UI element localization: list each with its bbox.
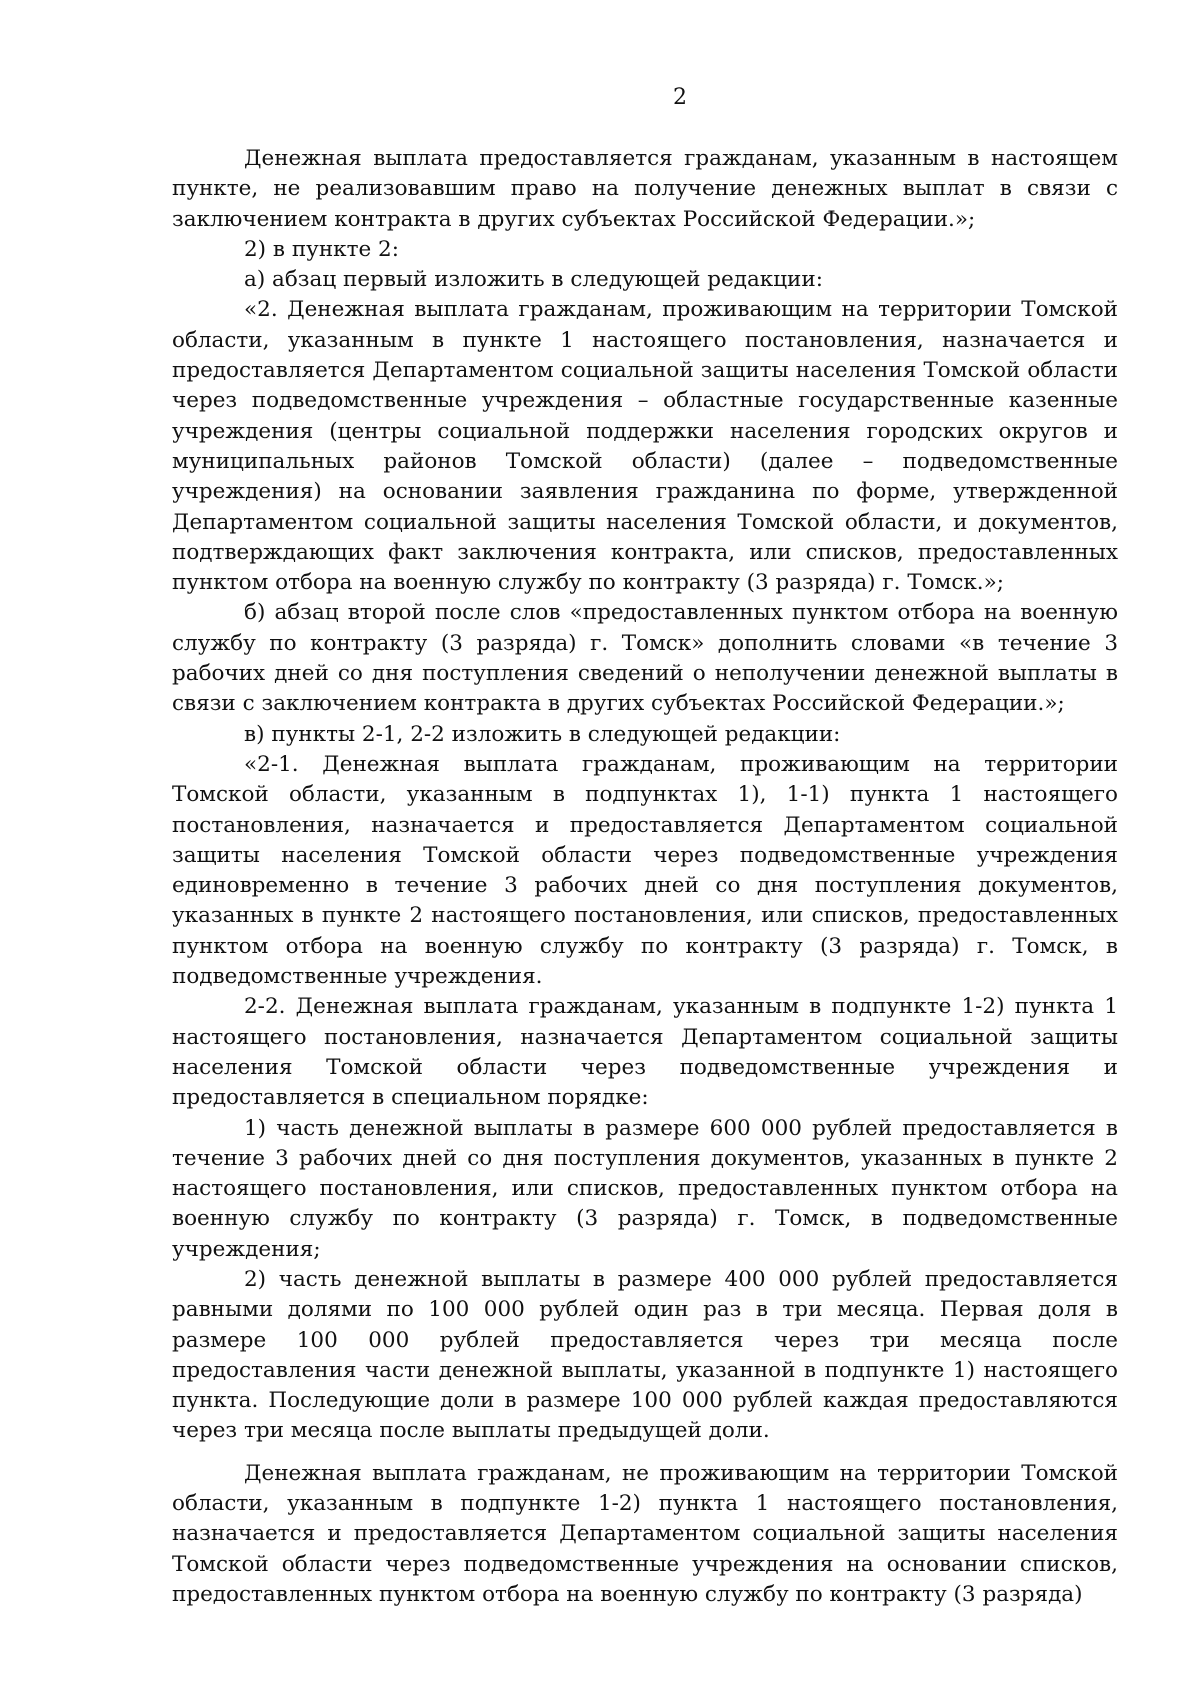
document-body (172, 144, 1118, 1610)
paragraph-subpoint-b: б) абзац второй после слов «предоставленных пунктом отбора на военную службу по контракту (3 разряда) г. Томск» дополнить словами «в течение 3 рабочих дней со дня поступления сведений о неполучении денежной выплаты в связи с заключением контракта в других субъектах Российской Федерации.»; (172, 600, 1118, 717)
paragraph-payment-condition: Денежная выплата предоставляется гражданам, указанным в настоящем пункте, не реализовавшим право на получение денежных выплат в связи с заключением контракта в других субъектах Российской Федерации.»; (172, 146, 1118, 232)
paragraph-point-2-heading: 2) в пункте 2: (244, 236, 399, 262)
paragraph-subpoint-v: в) пункты 2-1, 2-2 изложить в следующей редакции: (244, 721, 841, 747)
paragraph-subpoint-a: а) абзац первый изложить в следующей редакции: (244, 267, 823, 293)
paragraph-non-residents: Денежная выплата гражданам, не проживающим на территории Томской области, указанным в подпункте 1-2) пункта 1 настоящего постановления, назначается и предоставляется Департаментом социальной защиты населения Томской области через подведомственные учреждения на основании списков, предоставленных пунктом отбора на военную службу по контракту (3 разряда) (172, 1460, 1118, 1607)
paragraph-point-2-text: «2. Денежная выплата гражданам, проживающим на территории Томской области, указанным в пункте 1 настоящего постановления, назначается и предоставляется Департаментом социальной защиты населения Томской области через подведомственные учреждения – областные государственные казенные учреждения (центры социальной поддержки населения городских округов и муниципальных районов Томской области) (далее – подведомственные учреждения) на основании заявления гражданина по форме, утвержденной Департаментом социальной защиты населения Томской области, и документов, подтверждающих факт заключения контракта, или списков, предоставленных пунктом отбора на военную службу по контракту (3 разряда) г. Томск.»; (172, 297, 1118, 596)
paragraph-point-2-2: 2-2. Денежная выплата гражданам, указанным в подпункте 1-2) пункта 1 настоящего постановления, назначается Департаментом социальной защиты населения Томской области через подведомственные учреждения и предоставляется в специальном порядке: (172, 994, 1118, 1111)
paragraph-part-1: 1) часть денежной выплаты в размере 600 000 рублей предоставляется в течение 3 рабочих дней со дня поступления документов, указанных в пункте 2 настоящего постановления, или списков, предоставленных пунктом отбора на военную службу по контракту (3 разряда) г. Томск, в подведомственные учреждения; (172, 1115, 1118, 1262)
paragraph-part-2: 2) часть денежной выплаты в размере 400 000 рублей предоставляется равными долями по 100 000 рублей один раз в три месяца. Первая доля в размере 100 000 рублей предоставляется через три месяца после предоставления части денежной выплаты, указанной в подпункте 1) настоящего пункта. Последующие доли в размере 100 000 рублей каждая предоставляются через три месяца после выплаты предыдущей доли. (172, 1266, 1118, 1444)
paragraph-point-2-1: «2-1. Денежная выплата гражданам, проживающим на территории Томской области, указанным в подпунктах 1), 1-1) пункта 1 настоящего постановления, назначается и предоставляется Департаментом социальной защиты населения Томской области через подведомственные учреждения единовременно в течение 3 рабочих дней со дня поступления документов, указанных в пункте 2 настоящего постановления, или списков, предоставленных пунктом отбора на военную службу по контракту (3 разряда) г. Томск, в подведомственные учреждения. (172, 751, 1118, 990)
page-number: 2 (673, 85, 687, 110)
